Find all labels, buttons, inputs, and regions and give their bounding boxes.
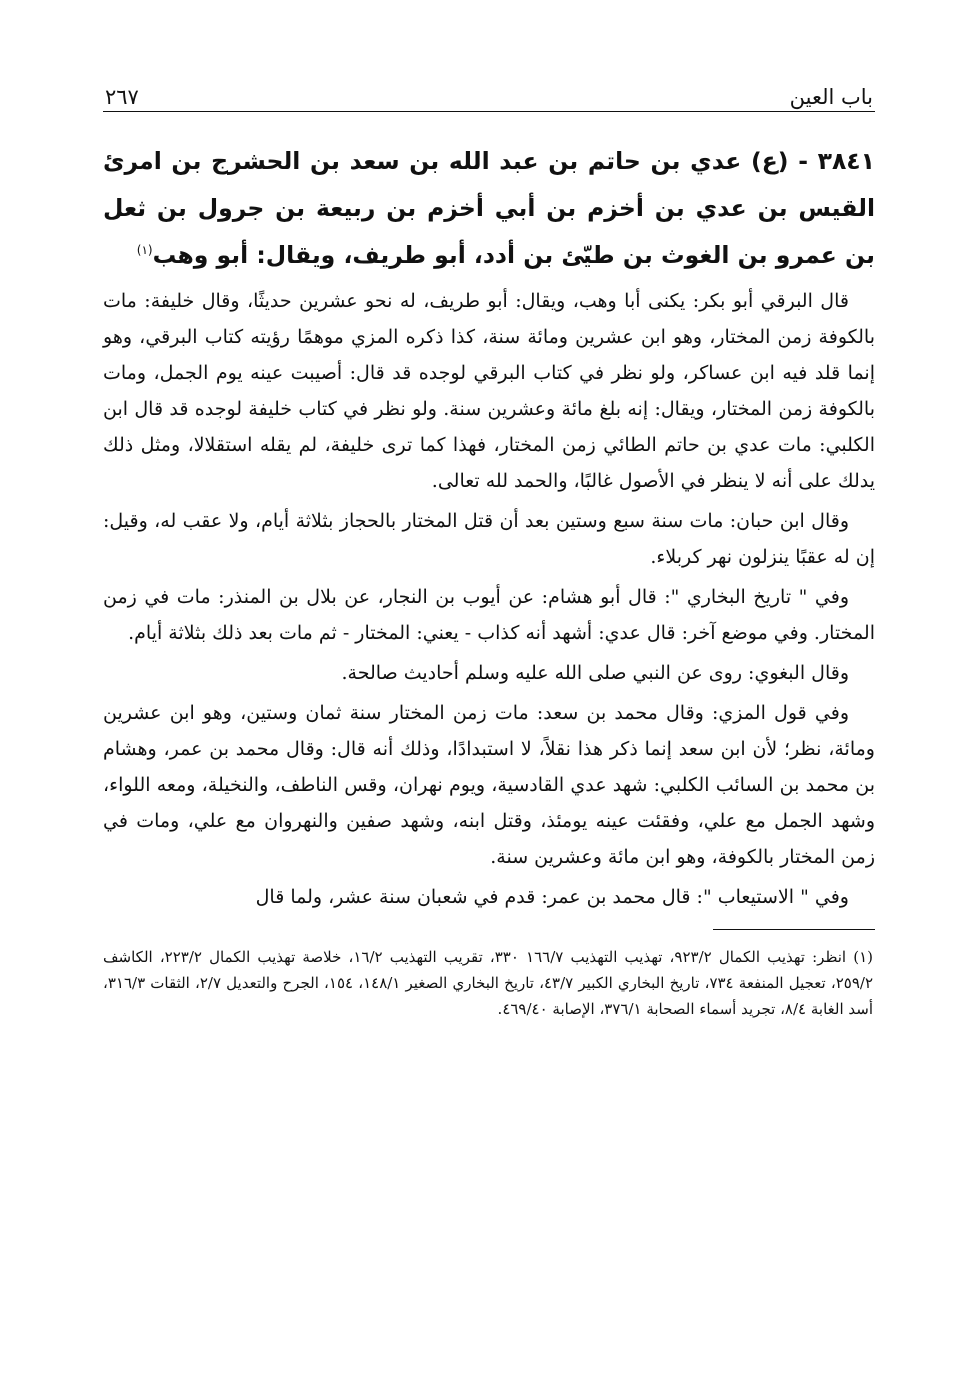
- entry-heading: [103, 138, 875, 279]
- page-header: [103, 70, 875, 112]
- paragraph: وفي " الاستيعاب ": قال محمد بن عمر: قدم في شعبان سنة عشر، ولما قال: [255, 886, 849, 908]
- paragraph: وفي قول المزي: وقال محمد بن سعد: مات زمن المختار سنة ثمان وستين، وهو ابن عشرين ومائة، نظر؛ لأن ابن سعد إنما ذكر هذا نقلاً، لا استبدادًا، وذلك أنه قال: وقال محمد بن عمر، وهشام بن محمد بن السائب الكلبي: شهد عدي القادسية، ويوم نهران، وقس الناطف، والنخيلة، ومعه اللواء، وشهد الجمل مع علي، وفقئت عينه يومئذ، وقتل ابنه، وشهد صفين والنهروان مع علي، ومات في زمن المختار بالكوفة، وهو ابن مائة وعشرين سنة.: [103, 702, 876, 868]
- entry-body: [103, 283, 875, 915]
- paragraph: وقال ابن حبان: مات سنة سبع وستين بعد أن قتل المختار بالحجاز بثلاثة أيام، ولا عقب له، وقيل: إن له عقبًا ينزلون نهر كربلاء.: [103, 510, 875, 568]
- paragraph: قال البرقي أبو بكر: يكنى أبا وهب، ويقال: أبو طريف، له نحو عشرين حديثًا، وقال خليفة: مات بالكوفة زمن المختار، وهو ابن عشرين ومائة سنة، كذا ذكره المزي موهمًا رؤيته كتاب البرقي، وهو إنما قلد فيه ابن عساكر، ولو نظر في كتاب البرقي لوجده قد قال: أصيبت عينه يوم الجمل، ومات بالكوفة زمن المختار، ويقال: إنه بلغ مائة وعشرين سنة. ولو نظر في كتاب خليفة لوجده قد قال ابن الكلبي: مات عدي بن حاتم الطائي زمن المختار، فهذا كما ترى خليفة، لم يقله استقلالا، ومثل ذلك يدلك على أنه لا ينظر في الأصول غالبًا، والحمد لله تعالى.: [103, 290, 875, 492]
- book-page: [103, 70, 875, 1022]
- footnote: (١) انظر: تهذيب الكمال ٩٢٣/٢، تهذيب التهذيب ١٦٦/٧ ٣٣٠، تقريب التهذيب ١٦/٢، خلاصة تهذيب الكمال ٢٢٣/٢، الكاشف ٢٥٩/٢، تعجيل المنفعة ٧٣٤، تاريخ البخاري الكبير ٤٣/٧، تاريخ البخاري الصغير ١٤٨/١، ١٥٤، الجرح والتعديل ٢/٧، الثقات ٣١٦/٣، أسد الغابة ٨/٤، تجريد أسماء الصحابة ٣٧٦/١، الإصابة ٤٦٩/٤٠.: [103, 948, 874, 1018]
- footnote-marker: (١): [136, 243, 153, 258]
- entry-heading-text: ٣٨٤١ - (ع) عدي بن حاتم بن عبد الله بن سعد بن الحشرج بن امرئ القيس بن عدي بن أخزم بن أبي أخزم بن ربيعة بن جرول بن ثعل بن عمرو بن الغوث بن طيّئ بن أدد، أبو طريف، ويقال: أبو وهب: [103, 147, 875, 269]
- paragraph: وفي " تاريخ البخاري ": قال أبو هشام: عن أيوب بن النجار، عن بلال بن المنذر: مات في زمن المختار. وفي موضع آخر: قال عدي: أشهد أنه كذاب - يعني: المختار - ثم مات بعد ذلك بثلاثة أيام.: [103, 586, 875, 644]
- footnote-separator: [713, 929, 875, 930]
- chapter-title: باب العين: [789, 85, 873, 109]
- page-number: ٢٦٧: [105, 85, 139, 109]
- paragraph: وقال البغوي: روى عن النبي صلى الله عليه وسلم أحاديث صالحة.: [341, 662, 849, 684]
